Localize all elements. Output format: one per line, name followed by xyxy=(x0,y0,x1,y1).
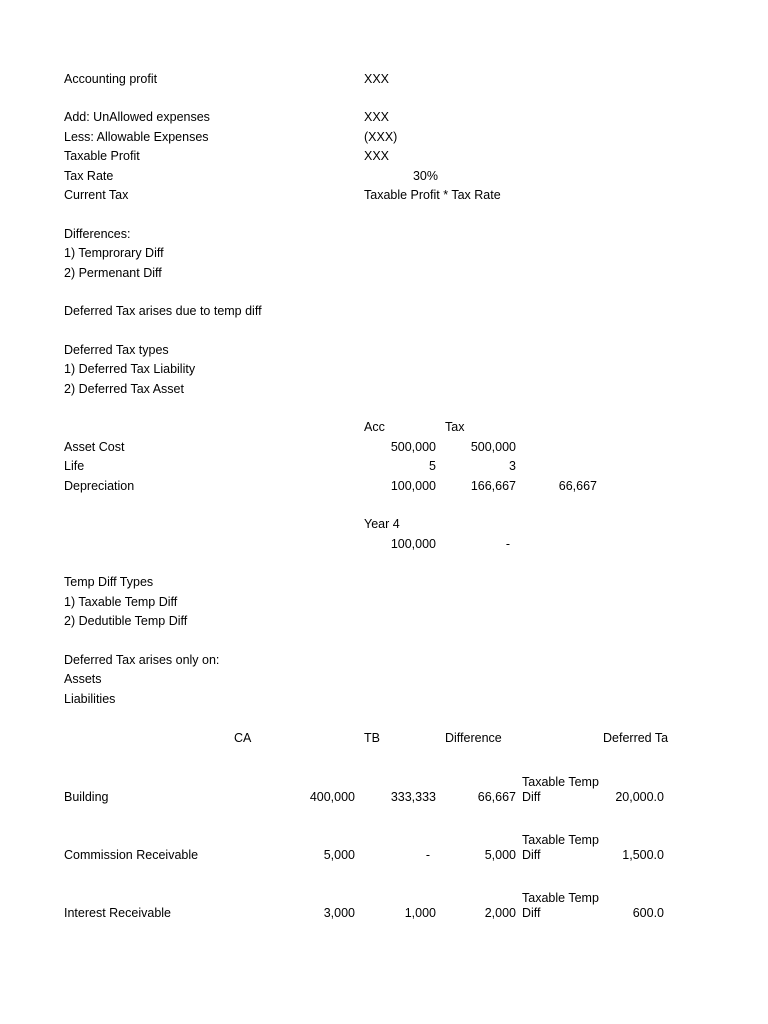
dt-row-building-type-line1: Taxable Temp xyxy=(522,775,599,789)
allowable-expenses-label: Less: Allowable Expenses xyxy=(64,130,209,144)
dt-row-interest-item: Interest Receivable xyxy=(64,906,172,920)
dt-row-commission-ca: 5,000 xyxy=(323,848,355,862)
accounting-profit-value: XXX xyxy=(364,72,390,86)
dt-row-commission-item: Commission Receivable xyxy=(64,848,199,862)
deferred-tax-types-asset: 2) Deferred Tax Asset xyxy=(64,382,184,396)
unallowed-expenses-value: XXX xyxy=(364,110,390,124)
differences-item-permanent: 2) Permenant Diff xyxy=(64,266,162,280)
differences-item-temporary: 1) Temprorary Diff xyxy=(64,246,164,260)
dt-row-interest-ca: 3,000 xyxy=(323,906,355,920)
dt-row-commission-type-line2: Diff xyxy=(522,848,541,862)
dt-row-interest-type-line2: Diff xyxy=(522,906,541,920)
dt-header-difference: Difference xyxy=(445,731,502,745)
dt-row-building-tb: 333,333 xyxy=(390,790,436,804)
dt-row-building-type-line2: Diff xyxy=(522,790,541,804)
life-label: Life xyxy=(64,459,85,473)
dt-row-building-item: Building xyxy=(64,790,109,804)
temp-diff-types-taxable: 1) Taxable Temp Diff xyxy=(64,595,178,609)
tax-rate-label: Tax Rate xyxy=(64,169,114,183)
depreciation-acc: 100,000 xyxy=(390,479,436,493)
current-tax-formula: Taxable Profit * Tax Rate xyxy=(364,188,501,202)
depreciation-tax: 166,667 xyxy=(470,479,516,493)
temp-diff-types-deductible: 2) Dedutible Temp Diff xyxy=(64,614,188,628)
unallowed-expenses-label: Add: UnAllowed expenses xyxy=(64,110,210,124)
year-4-tax: - xyxy=(505,537,510,551)
depreciation-difference: 66,667 xyxy=(558,479,597,493)
taxable-profit-value: XXX xyxy=(364,149,390,163)
life-tax: 3 xyxy=(509,459,516,473)
depreciation-header-acc: Acc xyxy=(364,420,385,434)
dt-row-interest-deferred-tax: 600.0 xyxy=(632,906,664,920)
tax-rate-value: 30% xyxy=(412,169,438,183)
accounting-profit-label: Accounting profit xyxy=(64,72,158,86)
asset-cost-label: Asset Cost xyxy=(64,440,125,454)
dt-row-commission-difference: 5,000 xyxy=(484,848,516,862)
dt-header-tb: TB xyxy=(364,731,380,745)
allowable-expenses-value: (XXX) xyxy=(364,130,398,144)
dt-row-interest-difference: 2,000 xyxy=(484,906,516,920)
asset-cost-tax: 500,000 xyxy=(470,440,516,454)
dt-row-building-ca: 400,000 xyxy=(309,790,355,804)
deferred-tax-note: Deferred Tax arises due to temp diff xyxy=(64,304,262,318)
deferred-tax-types-heading: Deferred Tax types xyxy=(64,343,169,357)
dt-row-building-deferred-tax: 20,000.0 xyxy=(615,790,664,804)
depreciation-label: Depreciation xyxy=(64,479,135,493)
taxable-profit-label: Taxable Profit xyxy=(64,149,140,163)
deferred-tax-arises-assets: Assets xyxy=(64,672,102,686)
asset-cost-acc: 500,000 xyxy=(390,440,436,454)
year-4-label: Year 4 xyxy=(364,517,400,531)
dt-row-commission-tb: - xyxy=(425,848,430,862)
differences-heading: Differences: xyxy=(64,227,131,241)
temp-diff-types-heading: Temp Diff Types xyxy=(64,575,154,589)
dt-row-interest-type-line1: Taxable Temp xyxy=(522,891,599,905)
dt-row-interest-tb: 1,000 xyxy=(404,906,436,920)
dt-header-ca: CA xyxy=(234,731,252,745)
depreciation-header-tax: Tax xyxy=(445,420,465,434)
deferred-tax-arises-liabilities: Liabilities xyxy=(64,692,116,706)
deferred-tax-arises-heading: Deferred Tax arises only on: xyxy=(64,653,220,667)
current-tax-label: Current Tax xyxy=(64,188,129,202)
year-4-acc: 100,000 xyxy=(390,537,436,551)
dt-row-commission-type-line1: Taxable Temp xyxy=(522,833,599,847)
dt-row-commission-deferred-tax: 1,500.0 xyxy=(622,848,664,862)
dt-row-building-difference: 66,667 xyxy=(477,790,516,804)
life-acc: 5 xyxy=(429,459,436,473)
deferred-tax-types-liability: 1) Deferred Tax Liability xyxy=(64,362,196,376)
dt-header-deferred-tax: Deferred Ta xyxy=(603,731,669,745)
